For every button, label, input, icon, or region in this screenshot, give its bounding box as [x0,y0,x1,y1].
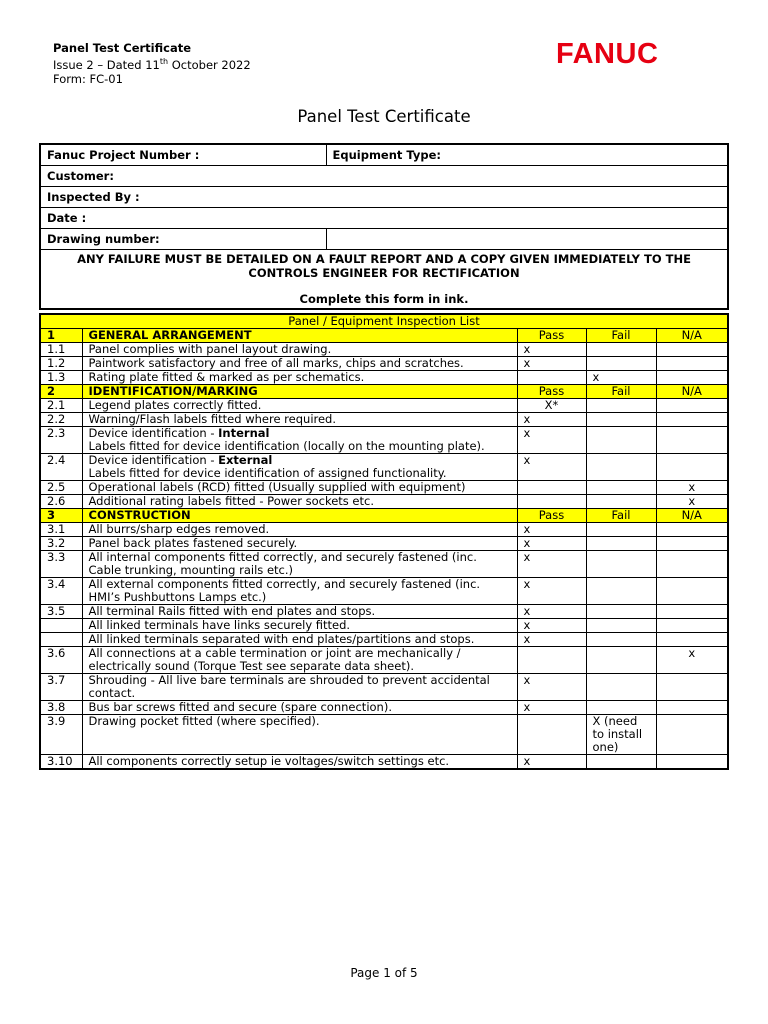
customer-label: Customer: [40,166,728,187]
pass-mark [517,715,586,755]
inspection-title-row [40,314,728,329]
fail-mark [586,399,656,413]
section-number: 3 [40,509,82,523]
item-description: Shrouding - All live bare terminals are shrouded to prevent accidental contact. [82,674,517,701]
fail-column-header: Fail [586,385,656,399]
section-title: GENERAL ARRANGEMENT [82,329,517,343]
inspection-title: Panel / Equipment Inspection List [40,314,728,329]
item-description: All linked terminals separated with end plates/partitions and stops. [82,633,517,647]
na-mark [656,633,728,647]
fail-mark [586,454,656,481]
na-mark [656,371,728,385]
section-number: 1 [40,329,82,343]
item-number: 3.7 [40,674,82,701]
checklist-row [40,523,728,537]
section-header-row [40,385,728,399]
fail-mark: x [586,371,656,385]
item-number: 3.2 [40,537,82,551]
section-title: IDENTIFICATION/MARKING [82,385,517,399]
na-mark [656,357,728,371]
item-number: 1.3 [40,371,82,385]
pass-mark: x [517,633,586,647]
item-description: All linked terminals have links securely fitted. [82,619,517,633]
item-description: Device identification - Internal Labels fitted for device identification (locally on the mounting plate). [82,427,517,454]
checklist-row [40,551,728,578]
fail-mark [586,755,656,770]
na-mark [656,413,728,427]
pass-mark: x [517,619,586,633]
item-number: 2.2 [40,413,82,427]
item-description: All external components fitted correctly, and securely fastened (inc. HMI’s Pushbuttons Lamps etc.) [82,578,517,605]
pass-mark [517,647,586,674]
item-number: 3.1 [40,523,82,537]
pass-mark: x [517,701,586,715]
na-mark [656,715,728,755]
checklist-row [40,755,728,770]
checklist-row [40,633,728,647]
pass-mark [517,495,586,509]
checklist-row [40,715,728,755]
na-mark [656,551,728,578]
pass-mark: x [517,413,586,427]
fail-mark [586,619,656,633]
fail-mark [586,647,656,674]
checklist-row [40,343,728,357]
na-mark [656,619,728,633]
fail-mark [586,343,656,357]
item-number: 3.10 [40,755,82,770]
drawing-number-label: Drawing number: [40,229,326,250]
na-column-header: N/A [656,509,728,523]
checklist-row [40,481,728,495]
fail-mark [586,427,656,454]
na-mark [656,454,728,481]
info-row [40,250,728,309]
na-mark [656,343,728,357]
fail-mark [586,357,656,371]
checklist-row [40,357,728,371]
item-number: 1.2 [40,357,82,371]
item-number: 3.8 [40,701,82,715]
item-number: 3.9 [40,715,82,755]
section-title: CONSTRUCTION [82,509,517,523]
fail-mark [586,537,656,551]
na-mark [656,605,728,619]
checklist-row [40,537,728,551]
pass-mark: x [517,343,586,357]
checklist-row [40,413,728,427]
pass-mark: x [517,523,586,537]
item-description: Legend plates correctly fitted. [82,399,517,413]
date-label: Date : [40,208,728,229]
section-header-row [40,329,728,343]
pass-mark: x [517,427,586,454]
fail-mark [586,413,656,427]
na-mark [656,537,728,551]
section-header-row [40,509,728,523]
pass-column-header: Pass [517,329,586,343]
inspection-table [39,313,729,770]
inspected-by-label: Inspected By : [40,187,728,208]
item-description: Warning/Flash labels fitted where required. [82,413,517,427]
item-number: 3.6 [40,647,82,674]
pass-mark: X* [517,399,586,413]
fail-mark [586,605,656,619]
item-description: All terminal Rails fitted with end plates and stops. [82,605,517,619]
info-table [39,143,729,310]
project-number-label: Fanuc Project Number : [40,144,326,166]
pass-mark: x [517,674,586,701]
header-form: Form: FC-01 [53,71,123,86]
ink-instruction: Complete this form in ink. [299,292,469,306]
fail-mark: X (need to install one) [586,715,656,755]
na-mark [656,755,728,770]
item-number: 2.4 [40,454,82,481]
fault-notice: ANY FAILURE MUST BE DETAILED ON A FAULT REPORT AND A COPY GIVEN IMMEDIATELY TO THE CONTROLS ENGINEER FOR RECTIFICATION Complete this form in ink. [40,250,728,309]
checklist-row [40,578,728,605]
pass-mark: x [517,537,586,551]
item-number: 3.4 [40,578,82,605]
pass-mark: x [517,357,586,371]
na-column-header: N/A [656,385,728,399]
na-mark [656,523,728,537]
item-number: 2.3 [40,427,82,454]
item-number [40,633,82,647]
checklist-row [40,427,728,454]
fanuc-logo: FANUC [556,38,659,70]
na-mark [656,701,728,715]
na-mark [656,399,728,413]
checklist-row [40,674,728,701]
item-description: Device identification - External Labels fitted for device identification of assigned functionality. [82,454,517,481]
checklist-row [40,647,728,674]
fail-mark [586,701,656,715]
pass-mark: x [517,578,586,605]
pass-column-header: Pass [517,385,586,399]
na-column-header: N/A [656,329,728,343]
info-row [40,187,728,208]
item-number: 2.1 [40,399,82,413]
header-issue: Issue 2 – Dated 11th October 2022 [53,57,251,72]
fail-column-header: Fail [586,509,656,523]
fail-mark [586,578,656,605]
checklist-row [40,619,728,633]
drawing-number-value [326,229,728,250]
pass-column-header: Pass [517,509,586,523]
item-description: All internal components fitted correctly, and securely fastened (inc. Cable trunking, mounting rails etc.) [82,551,517,578]
pass-mark: x [517,551,586,578]
na-mark [656,674,728,701]
item-description: Bus bar screws fitted and secure (spare connection). [82,701,517,715]
pass-mark: x [517,755,586,770]
checklist-row [40,399,728,413]
page-title: Panel Test Certificate [297,107,471,126]
document-header [53,41,251,86]
header-title: Panel Test Certificate [53,41,192,55]
na-mark [656,578,728,605]
checklist-row [40,605,728,619]
pass-mark [517,371,586,385]
pass-mark [517,481,586,495]
checklist-row [40,495,728,509]
na-mark: x [656,481,728,495]
checklist-row [40,454,728,481]
pass-mark: x [517,605,586,619]
section-number: 2 [40,385,82,399]
fail-mark [586,551,656,578]
item-number: 2.5 [40,481,82,495]
fail-mark [586,495,656,509]
checklist-row [40,371,728,385]
item-number [40,619,82,633]
info-row [40,208,728,229]
equipment-type-label: Equipment Type: [326,144,728,166]
item-number: 2.6 [40,495,82,509]
na-mark [656,427,728,454]
item-description: Paintwork satisfactory and free of all marks, chips and scratches. [82,357,517,371]
item-description: Panel complies with panel layout drawing. [82,343,517,357]
item-number: 3.3 [40,551,82,578]
item-description: All connections at a cable termination or joint are mechanically / electrically sound (Torque Test see separate data sheet). [82,647,517,674]
fail-mark [586,481,656,495]
page-number: Page 1 of 5 [350,966,418,980]
fail-mark [586,674,656,701]
fail-column-header: Fail [586,329,656,343]
info-row [40,144,728,166]
item-description: All components correctly setup ie voltages/switch settings etc. [82,755,517,770]
item-number: 1.1 [40,343,82,357]
item-number: 3.5 [40,605,82,619]
pass-mark: x [517,454,586,481]
item-description: Panel back plates fastened securely. [82,537,517,551]
checklist-row [40,701,728,715]
na-mark: x [656,647,728,674]
info-row [40,229,728,250]
fail-mark [586,633,656,647]
item-description: All burrs/sharp edges removed. [82,523,517,537]
na-mark: x [656,495,728,509]
fail-mark [586,523,656,537]
item-description: Drawing pocket fitted (where specified). [82,715,517,755]
item-description: Rating plate fitted & marked as per schematics. [82,371,517,385]
item-description: Operational labels (RCD) fitted (Usually supplied with equipment) [82,481,517,495]
item-description: Additional rating labels fitted - Power sockets etc. [82,495,517,509]
info-row [40,166,728,187]
